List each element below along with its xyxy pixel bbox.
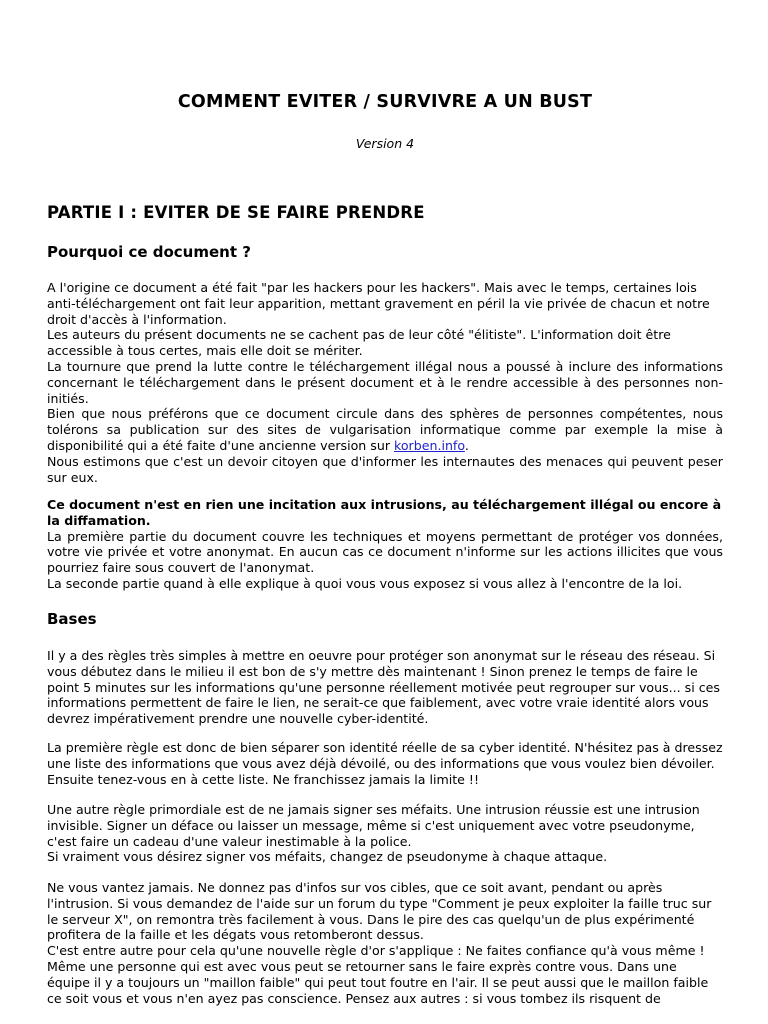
paragraph: Nous estimons que c'est un devoir citoyen que d'informer les internautes des menaces qui peuvent peser sur eux. [47, 453, 723, 485]
korben-link[interactable]: korben.info [394, 437, 465, 453]
bases-paragraph-2 [47, 740, 723, 787]
paragraph: La tournure que prend la lutte contre le téléchargement illégal nous a poussé à inclure des informations concernant le téléchargement dans le présent document et à le rendre accessible à des personnes non-initiés. [47, 358, 723, 406]
paragraph: A l'origine ce document a été fait "par les hackers pour les hackers". Mais avec le temps, certaines lois anti-téléchargement ont fait leur apparition, mettant gravement en péril la vie privée de chacun et notre droit d'accès à l'information. [47, 280, 710, 327]
paragraph: La première partie du document couvre les techniques et moyens permettant de protéger vos données, votre vie privée et votre anonymat. En aucun cas ce document n'informe sur les actions illicites que vous pourriez faire sous couvert de l'anonymat. [47, 528, 723, 576]
section-heading-bases: Bases [47, 610, 97, 628]
paragraph: La seconde partie quand à elle explique à quoi vous vous exposez si vous allez à l'encontre de la loi. [47, 575, 683, 591]
section-pourquoi-text [47, 280, 723, 485]
disclaimer-notice: Ce document n'est en rien une incitation aux intrusions, au téléchargement illégal ou encore à la diffamation. [47, 497, 722, 528]
paragraph: Les auteurs du présent documents ne se cachent pas de leur côté "élitiste". L'information doit être accessible à tous certes, mais elle doit se mériter. [47, 327, 671, 359]
section-pourquoi-notice [47, 497, 723, 592]
paragraph: La première règle est donc de bien séparer son identité réelle de sa cyber identité. N'hésitez pas à dressez une liste des informations que vous avez déjà dévoilé, ou des informations que vous voulez bien dévoiler. Ensuite tenez-vous en à cette liste. Ne franchissez jamais la limite !! [47, 740, 723, 787]
part-heading: PARTIE I : EVITER DE SE FAIRE PRENDRE [47, 203, 425, 222]
bases-paragraph-3 [47, 802, 723, 865]
paragraph: Une autre règle primordiale est de ne jamais signer ses méfaits. Une intrusion réussie est une intrusion invisible. Signer un déface ou laisser un message, même si c'est uniquement avec votre pseudonyme, c'est faire un cadeau d'une valeur inestimable à la police. [47, 802, 700, 849]
paragraph-text: . [464, 437, 469, 453]
paragraph: C'est entre autre pour cela qu'une nouvelle règle d'or s'applique : Ne faites confiance qu'à vous même ! Même une personne qui est avec vous peut se retourner sans le faire exprès contre vous. Dans une équipe il y a toujours un "maillon faible" qui peut tout foutre en l'air. Il se peut aussi que le maillon faible ce soit vous et vous n'en ayez pas conscience. Pensez aux autres : si vous tombez ils risquent de [47, 943, 709, 1006]
paragraph [47, 406, 723, 453]
paragraph: Si vraiment vous désirez signer vos méfaits, changez de pseudonyme à chaque attaque. [47, 849, 608, 865]
paragraph-text: Bien que nous préférons que ce document circule dans des sphères de personnes compétentes, nous tolérons sa publication sur des sites de vulgarisation informatique comme par exemple la mise à disponibilité qui a été faite d'une ancienne version sur [47, 406, 723, 453]
document-version: Version 4 [355, 136, 415, 151]
section-heading-pourquoi: Pourquoi ce document ? [47, 243, 251, 261]
bases-paragraph-1 [47, 648, 723, 727]
document-title: COMMENT EVITER / SURVIVRE A UN BUST [177, 92, 593, 112]
bases-paragraph-4 [47, 880, 723, 1006]
paragraph: Il y a des règles très simples à mettre en oeuvre pour protéger son anonymat sur le réseau des réseau. Si vous débutez dans le milieu il est bon de s'y mettre dès maintenant ! Sinon prenez le temps de faire le point 5 minutes sur les informations qu'une personne réellement motivée peut regrouper sur vous... si ces informations permettent de faire le lien, ne serait-ce que faiblement, avec votre vraie identité alors vous devrez impérativement prendre une nouvelle cyber-identité. [47, 648, 720, 727]
paragraph: Ne vous vantez jamais. Ne donnez pas d'infos sur vos cibles, que ce soit avant, pendant ou après l'intrusion. Si vous demandez de l'aide sur un forum du type "Comment je peux exploiter la faille truc sur le serveur X", on remontra très facilement à vous. Dans le pire des cas quelqu'un de plus expérimenté profitera de la faille et les dégats vous retomberont dessus. [47, 880, 712, 943]
